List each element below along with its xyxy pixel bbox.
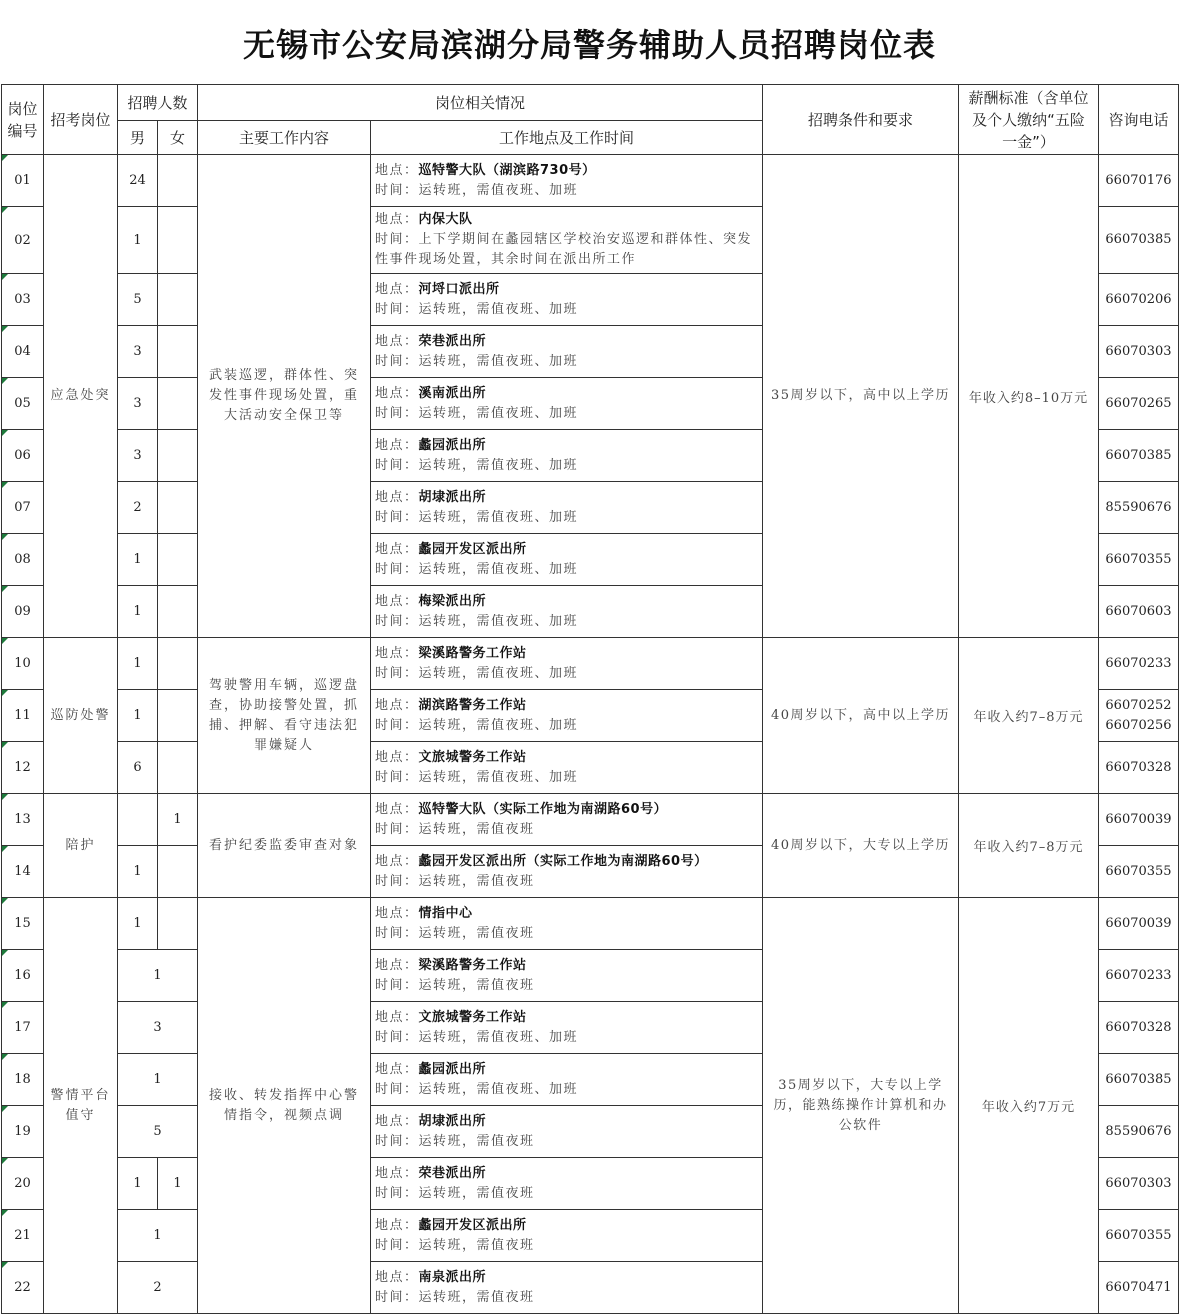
location-cell	[371, 1158, 763, 1210]
header-location: 工作地点及工作时间	[371, 121, 763, 155]
location-cell	[371, 794, 763, 846]
place-label: 地点：	[375, 645, 419, 661]
position-code: 05	[2, 378, 44, 430]
count-female	[158, 898, 198, 950]
place-value: 内保大队	[418, 212, 473, 227]
location-cell	[371, 482, 763, 534]
position-code: 01	[2, 155, 44, 207]
header-phone: 咨询电话	[1099, 85, 1179, 155]
location-cell	[371, 1054, 763, 1106]
count-female: 1	[158, 794, 198, 846]
count-male	[118, 794, 158, 846]
place-label: 地点：	[375, 437, 419, 453]
phone-number: 66070233	[1105, 655, 1172, 671]
place-value: 蠡园开发区派出所（实际工作地为南湖路60号）	[418, 853, 708, 869]
phone-cell	[1099, 794, 1179, 846]
location-cell	[371, 326, 763, 378]
location-cell	[371, 898, 763, 950]
phone-number: 66070176	[1105, 172, 1172, 188]
table-body	[2, 155, 1179, 1314]
time-value: 运转班，需值夜班	[418, 821, 535, 837]
phone-cell	[1099, 1002, 1179, 1054]
time-value: 运转班，需值夜班、加班	[418, 405, 579, 421]
count-male: 3	[118, 326, 158, 378]
position-code: 11	[2, 690, 44, 742]
time-value: 运转班，需值夜班	[418, 1133, 535, 1149]
place-label: 地点：	[375, 801, 419, 817]
position-code: 03	[2, 274, 44, 326]
phone-cell	[1099, 274, 1179, 326]
time-value: 运转班，需值夜班	[418, 1237, 535, 1253]
time-label: 时间：	[375, 405, 419, 421]
salary: 年收入约7–8万元	[959, 638, 1099, 794]
phone-number: 66070303	[1105, 343, 1172, 359]
phone-number: 66070233	[1105, 967, 1172, 983]
place-value: 文旅城警务工作站	[418, 749, 527, 765]
time-label: 时间：	[375, 769, 419, 785]
count-male: 1	[118, 638, 158, 690]
time-label: 时间：	[375, 1029, 419, 1045]
requirement: 40周岁以下，高中以上学历	[763, 638, 959, 794]
count-total: 1	[118, 1210, 198, 1262]
place-label: 地点：	[375, 957, 419, 973]
time-value: 运转班，需值夜班、加班	[418, 613, 579, 629]
duty-description: 驾驶警用车辆，巡逻盘查，协助接警处置，抓捕、押解、看守违法犯罪嫌疑人	[198, 638, 371, 794]
table-row	[2, 898, 1179, 950]
place-value: 巡特警大队（湖滨路730号）	[418, 162, 596, 178]
phone-cell	[1099, 1158, 1179, 1210]
phone-cell	[1099, 742, 1179, 794]
time-label: 时间：	[375, 1081, 419, 1097]
count-female	[158, 274, 198, 326]
time-value: 上下学期间在蠡园辖区学校治安巡逻和群体性、突发性事件现场处置，其余时间在派出所工作	[375, 232, 753, 267]
phone-number: 66070265	[1105, 395, 1172, 411]
phone-cell	[1099, 1210, 1179, 1262]
time-value: 运转班，需值夜班、加班	[418, 182, 579, 198]
count-total: 1	[118, 950, 198, 1002]
location-cell	[371, 430, 763, 482]
requirement: 40周岁以下，大专以上学历	[763, 794, 959, 898]
header-count: 招聘人数	[118, 85, 198, 121]
time-value: 运转班，需值夜班、加班	[418, 301, 579, 317]
location-cell	[371, 378, 763, 430]
phone-number: 66070355	[1105, 1227, 1172, 1243]
time-label: 时间：	[375, 873, 419, 889]
time-label: 时间：	[375, 509, 419, 525]
phone-number: 66070385	[1105, 447, 1172, 463]
phone-cell	[1099, 690, 1179, 742]
count-male: 1	[118, 898, 158, 950]
place-label: 地点：	[375, 1269, 419, 1285]
position-code: 10	[2, 638, 44, 690]
phone-cell	[1099, 378, 1179, 430]
time-value: 运转班，需值夜班、加班	[418, 769, 579, 785]
phone-cell	[1099, 898, 1179, 950]
position-code: 12	[2, 742, 44, 794]
position-code: 14	[2, 846, 44, 898]
requirement: 35周岁以下，大专以上学历，能熟练操作计算机和办公软件	[763, 898, 959, 1314]
count-total: 3	[118, 1002, 198, 1054]
place-value: 溪南派出所	[418, 385, 487, 401]
phone-cell	[1099, 638, 1179, 690]
place-label: 地点：	[375, 1217, 419, 1233]
phone-cell	[1099, 430, 1179, 482]
phone-number: 66070303	[1105, 1175, 1172, 1191]
time-value: 运转班，需值夜班、加班	[418, 717, 579, 733]
count-male: 1	[118, 207, 158, 274]
count-male: 6	[118, 742, 158, 794]
position-code: 15	[2, 898, 44, 950]
place-label: 地点：	[375, 212, 419, 227]
position-code: 16	[2, 950, 44, 1002]
place-value: 湖滨路警务工作站	[418, 697, 527, 713]
position-code: 19	[2, 1106, 44, 1158]
time-value: 运转班，需值夜班	[418, 873, 535, 889]
count-female	[158, 155, 198, 207]
position-code: 06	[2, 430, 44, 482]
count-female	[158, 846, 198, 898]
place-label: 地点：	[375, 541, 419, 557]
place-label: 地点：	[375, 385, 419, 401]
table-row	[2, 638, 1179, 690]
place-label: 地点：	[375, 489, 419, 505]
position-code: 18	[2, 1054, 44, 1106]
time-label: 时间：	[375, 1133, 419, 1149]
place-value: 梁溪路警务工作站	[418, 645, 527, 661]
phone-number: 66070252	[1105, 697, 1172, 713]
count-female	[158, 430, 198, 482]
header-male: 男	[118, 121, 158, 155]
position-name: 警情平台值守	[44, 898, 118, 1314]
place-value: 巡特警大队（实际工作地为南湖路60号）	[418, 801, 668, 817]
position-name: 应急处突	[44, 155, 118, 638]
count-female	[158, 378, 198, 430]
phone-number: 85590676	[1105, 499, 1172, 515]
phone-number: 66070206	[1105, 291, 1172, 307]
time-value: 运转班，需值夜班、加班	[418, 1081, 579, 1097]
location-cell	[371, 1002, 763, 1054]
count-female	[158, 638, 198, 690]
count-male: 3	[118, 378, 158, 430]
salary: 年收入约7万元	[959, 898, 1099, 1314]
position-code: 20	[2, 1158, 44, 1210]
position-code: 17	[2, 1002, 44, 1054]
count-female	[158, 742, 198, 794]
header-code: 岗位编号	[2, 85, 44, 155]
phone-cell	[1099, 1262, 1179, 1314]
location-cell	[371, 1106, 763, 1158]
location-cell	[371, 1210, 763, 1262]
time-label: 时间：	[375, 1185, 419, 1201]
time-label: 时间：	[375, 821, 419, 837]
place-label: 地点：	[375, 1165, 419, 1181]
count-male: 1	[118, 586, 158, 638]
phone-number: 66070328	[1105, 1019, 1172, 1035]
phone-number: 66070039	[1105, 915, 1172, 931]
count-female	[158, 482, 198, 534]
location-cell	[371, 846, 763, 898]
phone-cell	[1099, 326, 1179, 378]
time-label: 时间：	[375, 977, 419, 993]
place-label: 地点：	[375, 281, 419, 297]
phone-cell	[1099, 586, 1179, 638]
place-value: 蠡园开发区派出所	[418, 1217, 527, 1233]
place-value: 蠡园开发区派出所	[418, 541, 527, 557]
count-female	[158, 326, 198, 378]
time-label: 时间：	[375, 925, 419, 941]
phone-number: 66070471	[1105, 1279, 1172, 1295]
count-total: 5	[118, 1106, 198, 1158]
place-label: 地点：	[375, 749, 419, 765]
position-code: 21	[2, 1210, 44, 1262]
location-cell	[371, 638, 763, 690]
place-value: 河埒口派出所	[418, 281, 500, 297]
time-label: 时间：	[375, 1237, 419, 1253]
location-cell	[371, 586, 763, 638]
time-label: 时间：	[375, 561, 419, 577]
place-value: 文旅城警务工作站	[418, 1009, 527, 1025]
time-value: 运转班，需值夜班、加班	[418, 353, 579, 369]
salary: 年收入约7–8万元	[959, 794, 1099, 898]
phone-cell	[1099, 1106, 1179, 1158]
table-row	[2, 155, 1179, 207]
location-cell	[371, 207, 763, 274]
count-male: 5	[118, 274, 158, 326]
requirement: 35周岁以下，高中以上学历	[763, 155, 959, 638]
time-label: 时间：	[375, 182, 419, 198]
phone-cell	[1099, 207, 1179, 274]
time-label: 时间：	[375, 457, 419, 473]
count-female: 1	[158, 1158, 198, 1210]
header-duty: 主要工作内容	[198, 121, 371, 155]
location-cell	[371, 534, 763, 586]
location-cell	[371, 742, 763, 794]
count-female	[158, 534, 198, 586]
time-label: 时间：	[375, 301, 419, 317]
place-value: 胡埭派出所	[418, 1113, 487, 1129]
place-label: 地点：	[375, 1061, 419, 1077]
phone-cell	[1099, 482, 1179, 534]
header-info: 岗位相关情况	[198, 85, 763, 121]
phone-number: 66070385	[1105, 1071, 1172, 1087]
time-value: 运转班，需值夜班	[418, 925, 535, 941]
time-value: 运转班，需值夜班、加班	[418, 457, 579, 473]
table-row	[2, 794, 1179, 846]
time-label: 时间：	[375, 353, 419, 369]
phone-cell	[1099, 534, 1179, 586]
place-value: 蠡园派出所	[418, 437, 487, 453]
position-code: 22	[2, 1262, 44, 1314]
place-label: 地点：	[375, 333, 419, 349]
time-value: 运转班，需值夜班	[418, 1289, 535, 1305]
position-code: 08	[2, 534, 44, 586]
place-value: 情指中心	[418, 905, 473, 921]
position-code: 09	[2, 586, 44, 638]
place-label: 地点：	[375, 853, 419, 869]
time-label: 时间：	[375, 613, 419, 629]
header-salary: 薪酬标准（含单位及个人缴纳“五险一金”）	[959, 85, 1099, 155]
phone-number: 85590676	[1105, 1123, 1172, 1139]
place-label: 地点：	[375, 1113, 419, 1129]
place-label: 地点：	[375, 905, 419, 921]
time-label: 时间：	[375, 1289, 419, 1305]
count-female	[158, 586, 198, 638]
phone-number: 66070328	[1105, 759, 1172, 775]
phone-number: 66070039	[1105, 811, 1172, 827]
time-value: 运转班，需值夜班	[418, 977, 535, 993]
time-value: 运转班，需值夜班、加班	[418, 1029, 579, 1045]
duty-description: 看护纪委监委审查对象	[198, 794, 371, 898]
time-label: 时间：	[375, 665, 419, 681]
place-label: 地点：	[375, 593, 419, 609]
header-position: 招考岗位	[44, 85, 118, 155]
time-label: 时间：	[375, 717, 419, 733]
place-value: 梅梁派出所	[418, 593, 487, 609]
place-value: 荣巷派出所	[418, 333, 487, 349]
phone-number: 66070355	[1105, 551, 1172, 567]
header-female: 女	[158, 121, 198, 155]
phone-number: 66070603	[1105, 603, 1172, 619]
count-total: 2	[118, 1262, 198, 1314]
phone-cell	[1099, 846, 1179, 898]
phone-number: 66070385	[1105, 232, 1172, 247]
place-value: 荣巷派出所	[418, 1165, 487, 1181]
header-requirement: 招聘条件和要求	[763, 85, 959, 155]
count-male: 1	[118, 534, 158, 586]
duty-description: 接收、转发指挥中心警情指令，视频点调	[198, 898, 371, 1314]
place-value: 梁溪路警务工作站	[418, 957, 527, 973]
location-cell	[371, 950, 763, 1002]
location-cell	[371, 1262, 763, 1314]
salary: 年收入约8–10万元	[959, 155, 1099, 638]
phone-cell	[1099, 155, 1179, 207]
count-male: 3	[118, 430, 158, 482]
count-male: 1	[118, 846, 158, 898]
page-title: 无锡市公安局滨湖分局警务辅助人员招聘岗位表	[242, 26, 936, 64]
count-male: 24	[118, 155, 158, 207]
phone-number-2: 66070256	[1105, 717, 1172, 733]
place-label: 地点：	[375, 162, 419, 178]
location-cell	[371, 274, 763, 326]
recruitment-table	[1, 84, 1179, 1314]
time-label: 时间：	[375, 232, 419, 247]
location-cell	[371, 690, 763, 742]
location-cell	[371, 155, 763, 207]
place-value: 胡埭派出所	[418, 489, 487, 505]
count-total: 1	[118, 1054, 198, 1106]
place-label: 地点：	[375, 1009, 419, 1025]
time-value: 运转班，需值夜班、加班	[418, 665, 579, 681]
time-value: 运转班，需值夜班、加班	[418, 561, 579, 577]
position-name: 巡防处警	[44, 638, 118, 794]
count-female	[158, 690, 198, 742]
time-value: 运转班，需值夜班、加班	[418, 509, 579, 525]
phone-cell	[1099, 1054, 1179, 1106]
duty-description: 武装巡逻，群体性、突发性事件现场处置，重大活动安全保卫等	[198, 155, 371, 638]
position-name: 陪护	[44, 794, 118, 898]
count-male: 1	[118, 1158, 158, 1210]
place-label: 地点：	[375, 697, 419, 713]
place-value: 蠡园派出所	[418, 1061, 487, 1077]
place-value: 南泉派出所	[418, 1269, 487, 1285]
phone-number: 66070355	[1105, 863, 1172, 879]
time-value: 运转班，需值夜班	[418, 1185, 535, 1201]
position-code: 13	[2, 794, 44, 846]
position-code: 07	[2, 482, 44, 534]
position-code: 02	[2, 207, 44, 274]
count-male: 1	[118, 690, 158, 742]
phone-cell	[1099, 950, 1179, 1002]
position-code: 04	[2, 326, 44, 378]
count-female	[158, 207, 198, 274]
count-male: 2	[118, 482, 158, 534]
